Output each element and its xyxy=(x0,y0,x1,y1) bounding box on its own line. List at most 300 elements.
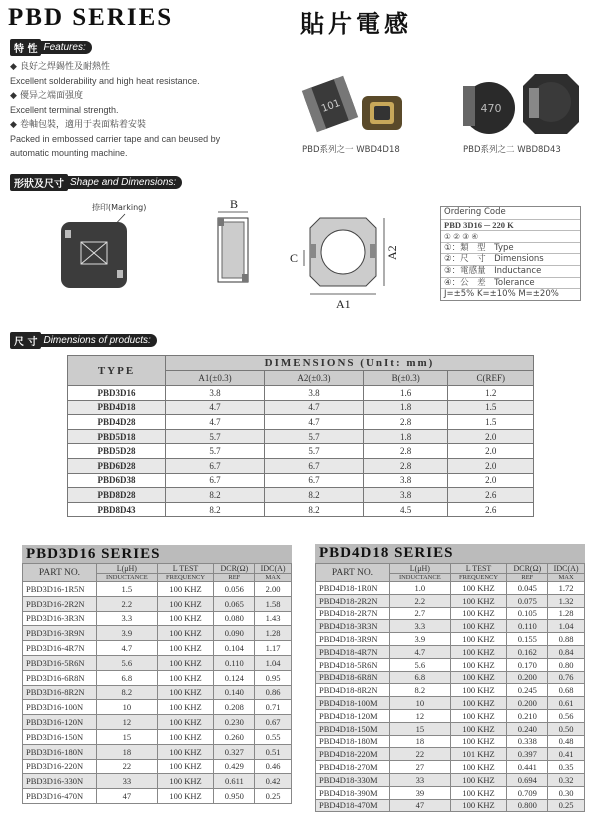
value-cell: 0.429 xyxy=(214,759,255,774)
table-row xyxy=(316,748,585,761)
value-cell: 47 xyxy=(390,799,451,812)
value-cell: 0.51 xyxy=(255,744,292,759)
l-header: L(μH) xyxy=(390,564,451,574)
value-cell: 0.240 xyxy=(507,722,548,735)
value-cell: 1.17 xyxy=(255,641,292,656)
value-cell: 0.200 xyxy=(507,697,548,710)
label-c: C xyxy=(290,251,299,265)
value-cell: 100 KHZ xyxy=(157,611,214,626)
feature-text-cn: 優异之端面强度 xyxy=(20,90,84,100)
shape-heading-en: Shape and Dimensions: xyxy=(68,176,182,189)
part-cell: PBD4D18-5R6N xyxy=(316,658,390,671)
value-cell: 0.48 xyxy=(548,735,585,748)
value-cell: 100 KHZ xyxy=(450,773,507,786)
value-cell: 100 KHZ xyxy=(450,722,507,735)
side-view-drawing xyxy=(208,196,268,292)
shape-heading xyxy=(10,175,182,189)
ordering-line: ③：電感量 Inductance xyxy=(441,265,580,277)
value-cell: 22 xyxy=(97,759,158,774)
value-cell: 3.8 xyxy=(166,386,265,401)
value-cell: 0.80 xyxy=(548,658,585,671)
value-cell: 3.9 xyxy=(390,633,451,646)
value-cell: 0.045 xyxy=(507,582,548,595)
table-row xyxy=(316,607,585,620)
table-row xyxy=(23,774,292,789)
value-cell: 0.140 xyxy=(214,685,255,700)
col-header: A2(±0.3) xyxy=(264,371,363,386)
value-cell: 1.2 xyxy=(448,386,534,401)
label-a2: A2 xyxy=(385,245,399,260)
value-cell: 8.2 xyxy=(166,488,265,503)
value-cell: 0.950 xyxy=(214,789,255,804)
value-cell: 0.709 xyxy=(507,786,548,799)
value-cell: 0.95 xyxy=(255,670,292,685)
part-cell: PBD4D18-3R9N xyxy=(316,633,390,646)
value-cell: 0.32 xyxy=(548,773,585,786)
value-cell: 100 KHZ xyxy=(157,626,214,641)
value-cell: 0.056 xyxy=(214,582,255,597)
part-cell: PBD3D16 xyxy=(68,386,166,401)
value-cell: 0.110 xyxy=(507,620,548,633)
part-cell: PBD3D16-2R2N xyxy=(23,596,97,611)
value-cell: 1.5 xyxy=(448,415,534,430)
value-cell: 0.200 xyxy=(507,671,548,684)
table-row xyxy=(68,386,534,401)
value-cell: 2.8 xyxy=(363,415,447,430)
value-cell: 1.58 xyxy=(255,596,292,611)
value-cell: 0.105 xyxy=(507,607,548,620)
value-cell: 6.7 xyxy=(264,458,363,473)
table-row xyxy=(316,633,585,646)
value-cell: 6.8 xyxy=(97,670,158,685)
value-cell: 0.230 xyxy=(214,715,255,730)
value-cell: 6.7 xyxy=(166,458,265,473)
value-cell: 1.72 xyxy=(548,582,585,595)
value-cell: 0.110 xyxy=(214,655,255,670)
dimensions-heading-cn: 尺 寸 xyxy=(10,332,41,349)
value-cell: 3.8 xyxy=(363,473,447,488)
value-cell: 1.32 xyxy=(548,594,585,607)
l-subheader: INDUCTANCE xyxy=(97,574,158,582)
value-cell: 100 KHZ xyxy=(450,607,507,620)
value-cell: 1.04 xyxy=(548,620,585,633)
feature-text-cn: 卷軸包裝，適用于表面粘着安裝 xyxy=(20,119,147,129)
part-cell: PBD3D16-330N xyxy=(23,774,97,789)
value-cell: 8.2 xyxy=(264,488,363,503)
part-cell: PBD4D18-270M xyxy=(316,761,390,774)
part-cell: PBD4D18-2R7N xyxy=(316,607,390,620)
value-cell: 3.9 xyxy=(97,626,158,641)
value-cell: 0.46 xyxy=(255,759,292,774)
part-cell: PBD3D16-6R8N xyxy=(23,670,97,685)
value-cell: 1.04 xyxy=(255,655,292,670)
value-cell: 8.2 xyxy=(264,502,363,517)
value-cell: 100 KHZ xyxy=(157,582,214,597)
value-cell: 2.2 xyxy=(97,596,158,611)
part-cell: PBD3D16-180N xyxy=(23,744,97,759)
part-cell: PBD4D18-120M xyxy=(316,709,390,722)
ordering-line: ④：公 差 Tolerance xyxy=(441,277,580,289)
value-cell: 0.155 xyxy=(507,633,548,646)
table-row xyxy=(316,582,585,595)
value-cell: 1.43 xyxy=(255,611,292,626)
value-cell: 0.35 xyxy=(548,761,585,774)
value-cell: 39 xyxy=(390,786,451,799)
value-cell: 2.7 xyxy=(390,607,451,620)
table-row xyxy=(68,400,534,415)
value-cell: 100 KHZ xyxy=(157,641,214,656)
value-cell: 22 xyxy=(390,748,451,761)
table-row xyxy=(23,715,292,730)
part-cell: PBD4D18-4R7N xyxy=(316,645,390,658)
idc-subheader: MAX xyxy=(255,574,292,582)
l-header: L(μH) xyxy=(97,564,158,574)
feature-text-en: Excellent terminal strength. xyxy=(10,104,119,115)
value-cell: 100 KHZ xyxy=(450,645,507,658)
table-row xyxy=(23,655,292,670)
table-row xyxy=(68,429,534,444)
idc-header: IDC(A) xyxy=(548,564,585,574)
value-cell: 0.25 xyxy=(548,799,585,812)
part-cell: PBD3D16-1R5N xyxy=(23,582,97,597)
value-cell: 5.7 xyxy=(166,444,265,459)
value-cell: 1.8 xyxy=(363,429,447,444)
table-row xyxy=(316,773,585,786)
value-cell: 1.6 xyxy=(363,386,447,401)
table-row xyxy=(23,700,292,715)
table-row xyxy=(23,626,292,641)
table-row xyxy=(316,735,585,748)
value-cell: 1.0 xyxy=(390,582,451,595)
part-cell: PBD3D16-100N xyxy=(23,700,97,715)
top-view-drawing xyxy=(55,212,135,290)
part-cell: PBD4D18-330M xyxy=(316,773,390,786)
value-cell: 100 KHZ xyxy=(157,789,214,804)
part-cell: PBD3D16-4R7N xyxy=(23,641,97,656)
table-row xyxy=(23,582,292,597)
value-cell: 0.76 xyxy=(548,671,585,684)
table-row xyxy=(68,502,534,517)
value-cell: 10 xyxy=(97,700,158,715)
value-cell: 4.7 xyxy=(166,400,265,415)
part-cell: PBD4D18-2R2N xyxy=(316,594,390,607)
part-header: PART NO. xyxy=(316,564,390,582)
part-cell: PBD4D18-390M xyxy=(316,786,390,799)
bullet-icon: ◆ xyxy=(10,90,17,100)
value-cell: 100 KHZ xyxy=(157,715,214,730)
ordering-line: ①：類 型 Type xyxy=(441,242,580,254)
features-heading-cn: 特 性 xyxy=(10,39,41,56)
photo-caption-2: PBD系列之二 WBD8D43 xyxy=(463,145,561,155)
ltest-subheader: FREQUENCY xyxy=(450,574,507,582)
table-row xyxy=(23,744,292,759)
col-header: B(±0.3) xyxy=(363,371,447,386)
value-cell: 100 KHZ xyxy=(450,658,507,671)
part-cell: PBD4D18-1R0N xyxy=(316,582,390,595)
value-cell: 100 KHZ xyxy=(450,633,507,646)
part-cell: PBD4D18-3R3N xyxy=(316,620,390,633)
table-row xyxy=(316,620,585,633)
value-cell: 100 KHZ xyxy=(157,744,214,759)
table-row xyxy=(316,799,585,812)
part-cell: PBD4D18-470M xyxy=(316,799,390,812)
bullet-icon: ◆ xyxy=(10,61,17,71)
table-row xyxy=(68,473,534,488)
value-cell: 100 KHZ xyxy=(450,671,507,684)
value-cell: 0.245 xyxy=(507,684,548,697)
value-cell: 12 xyxy=(97,715,158,730)
value-cell: 2.0 xyxy=(448,473,534,488)
value-cell: 2.8 xyxy=(363,458,447,473)
value-cell: 2.6 xyxy=(448,502,534,517)
part-cell: PBD3D16-5R6N xyxy=(23,655,97,670)
ordering-line: Ordering Code xyxy=(444,207,506,217)
value-cell: 100 KHZ xyxy=(450,594,507,607)
value-cell: 100 KHZ xyxy=(157,700,214,715)
value-cell: 0.327 xyxy=(214,744,255,759)
table-row xyxy=(316,684,585,697)
dimensions-header: DIMENSIONS (UnIt: mm) xyxy=(166,356,534,371)
value-cell: 2.0 xyxy=(448,444,534,459)
part-cell: PBD3D16-8R2N xyxy=(23,685,97,700)
value-cell: 100 KHZ xyxy=(157,774,214,789)
value-cell: 0.25 xyxy=(255,789,292,804)
series-body-left xyxy=(23,582,292,804)
part-cell: PBD4D18-180M xyxy=(316,735,390,748)
value-cell: 100 KHZ xyxy=(450,697,507,710)
table-row xyxy=(68,458,534,473)
value-cell: 8.2 xyxy=(166,502,265,517)
value-cell: 2.0 xyxy=(448,429,534,444)
value-cell: 4.5 xyxy=(363,502,447,517)
value-cell: 100 KHZ xyxy=(450,799,507,812)
part-cell: PBD8D43 xyxy=(68,502,166,517)
idc-subheader: MAX xyxy=(548,574,585,582)
value-cell: 0.42 xyxy=(255,774,292,789)
value-cell: 5.6 xyxy=(97,655,158,670)
value-cell: 0.441 xyxy=(507,761,548,774)
table-row xyxy=(23,759,292,774)
product-photo-wbd8d43 xyxy=(455,66,585,142)
label-b: B xyxy=(230,197,239,211)
series-table-left xyxy=(22,563,292,804)
ordering-code-box xyxy=(440,206,581,301)
value-cell: 100 KHZ xyxy=(157,729,214,744)
ordering-line: PBD 3D16 ─ 220 K xyxy=(441,219,580,231)
value-cell: 100 KHZ xyxy=(157,685,214,700)
value-cell: 5.7 xyxy=(166,429,265,444)
part-cell: PBD3D16-120N xyxy=(23,715,97,730)
value-cell: 0.338 xyxy=(507,735,548,748)
type-header: TYPE xyxy=(68,356,166,386)
part-cell: PBD6D28 xyxy=(68,458,166,473)
value-cell: 4.7 xyxy=(97,641,158,656)
value-cell: 2.8 xyxy=(363,444,447,459)
value-cell: 12 xyxy=(390,709,451,722)
value-cell: 2.0 xyxy=(448,458,534,473)
value-cell: 3.8 xyxy=(363,488,447,503)
part-header: PART NO. xyxy=(23,564,97,582)
dimensions-table xyxy=(67,355,534,517)
dcr-subheader: REF xyxy=(214,574,255,582)
value-cell: 0.84 xyxy=(548,645,585,658)
table-row xyxy=(316,671,585,684)
idc-header: IDC(A) xyxy=(255,564,292,574)
value-cell: 1.5 xyxy=(448,400,534,415)
value-cell: 4.7 xyxy=(264,415,363,430)
value-cell: 0.208 xyxy=(214,700,255,715)
value-cell: 0.170 xyxy=(507,658,548,671)
ordering-line: ②：尺 寸 Dimensions xyxy=(441,253,580,265)
value-cell: 100 KHZ xyxy=(157,655,214,670)
value-cell: 0.124 xyxy=(214,670,255,685)
part-cell: PBD4D18-150M xyxy=(316,722,390,735)
table-row xyxy=(316,722,585,735)
series-body-right xyxy=(316,582,585,812)
dcr-header: DCR(Ω) xyxy=(214,564,255,574)
part-cell: PBD3D16-220N xyxy=(23,759,97,774)
feature-text-en: Packed in embossed carrier tape and can beused by automatic mounting machine. xyxy=(10,133,221,158)
value-cell: 8.2 xyxy=(97,685,158,700)
product-photo-wbd4d18 xyxy=(300,62,420,142)
value-cell: 0.88 xyxy=(548,633,585,646)
value-cell: 1.5 xyxy=(97,582,158,597)
value-cell: 6.8 xyxy=(390,671,451,684)
value-cell: 0.41 xyxy=(548,748,585,761)
value-cell: 100 KHZ xyxy=(157,670,214,685)
dimensions-heading xyxy=(10,333,157,347)
value-cell: 1.28 xyxy=(548,607,585,620)
part-cell: PBD4D18-100M xyxy=(316,697,390,710)
value-cell: 0.075 xyxy=(507,594,548,607)
ltest-subheader: FREQUENCY xyxy=(157,574,214,582)
value-cell: 0.611 xyxy=(214,774,255,789)
front-view-drawing xyxy=(288,210,408,310)
value-cell: 6.7 xyxy=(264,473,363,488)
part-cell: PBD3D16-3R9N xyxy=(23,626,97,641)
part-cell: PBD5D18 xyxy=(68,429,166,444)
table-row xyxy=(316,786,585,799)
value-cell: 47 xyxy=(97,789,158,804)
value-cell: 0.065 xyxy=(214,596,255,611)
table-row xyxy=(23,670,292,685)
value-cell: 2.2 xyxy=(390,594,451,607)
table-row xyxy=(68,488,534,503)
value-cell: 3.3 xyxy=(97,611,158,626)
page-title-chinese: 貼片電感 xyxy=(300,9,412,38)
value-cell: 33 xyxy=(97,774,158,789)
part-cell: PBD4D18-6R8N xyxy=(316,671,390,684)
ltest-header: L TEST xyxy=(157,564,214,574)
l-subheader: INDUCTANCE xyxy=(390,574,451,582)
part-cell: PBD4D18-220M xyxy=(316,748,390,761)
feature-text-cn: 良好之焊錫性及耐熱性 xyxy=(20,61,111,71)
value-cell: 100 KHZ xyxy=(157,759,214,774)
value-cell: 0.68 xyxy=(548,684,585,697)
col-header: C(REF) xyxy=(448,371,534,386)
part-cell: PBD3D16-470N xyxy=(23,789,97,804)
feature-item xyxy=(10,117,270,132)
value-cell: 4.7 xyxy=(264,400,363,415)
value-cell: 1.28 xyxy=(255,626,292,641)
value-cell: 0.090 xyxy=(214,626,255,641)
value-cell: 15 xyxy=(97,729,158,744)
series-title-left: PBD3D16 SERIES xyxy=(22,545,292,564)
table-row xyxy=(23,611,292,626)
features-heading-en: Features: xyxy=(41,41,91,54)
feature-text-en: Excellent solderability and high heat resistance. xyxy=(10,75,200,86)
ordering-line: ① ② ③ ④ xyxy=(441,230,580,242)
feature-item xyxy=(10,59,270,74)
part-cell: PBD6D38 xyxy=(68,473,166,488)
value-cell: 100 KHZ xyxy=(450,761,507,774)
part-cell: PBD3D16-3R3N xyxy=(23,611,97,626)
table-row xyxy=(316,709,585,722)
value-cell: 15 xyxy=(390,722,451,735)
value-cell: 8.2 xyxy=(390,684,451,697)
value-cell: 100 KHZ xyxy=(450,709,507,722)
photo-caption-1: PBD系列之一 WBD4D18 xyxy=(302,145,400,155)
value-cell: 3.3 xyxy=(390,620,451,633)
feature-item xyxy=(10,88,270,103)
value-cell: 5.7 xyxy=(264,444,363,459)
value-cell: 0.800 xyxy=(507,799,548,812)
value-cell: 100 KHZ xyxy=(450,620,507,633)
value-cell: 0.56 xyxy=(548,709,585,722)
dimensions-heading-en: Dimensions of products: xyxy=(41,334,156,347)
table-row xyxy=(316,697,585,710)
part-cell: PBD4D18-8R2N xyxy=(316,684,390,697)
value-cell: 0.162 xyxy=(507,645,548,658)
value-cell: 0.104 xyxy=(214,641,255,656)
shape-heading-cn: 形狀及尺寸 xyxy=(10,174,68,191)
ltest-header: L TEST xyxy=(450,564,507,574)
value-cell: 0.080 xyxy=(214,611,255,626)
value-cell: 0.397 xyxy=(507,748,548,761)
series-title-right: PBD4D18 SERIES xyxy=(315,544,585,563)
table-row xyxy=(316,645,585,658)
page-title: PBD SERIES xyxy=(8,4,174,31)
value-cell: 4.7 xyxy=(166,415,265,430)
value-cell: 33 xyxy=(390,773,451,786)
ordering-line: J=±5% K=±10% M=±20% xyxy=(441,288,580,300)
value-cell: 27 xyxy=(390,761,451,774)
marking-text: 470 xyxy=(480,102,502,115)
value-cell: 0.694 xyxy=(507,773,548,786)
label-a1: A1 xyxy=(336,297,351,310)
table-row xyxy=(316,594,585,607)
value-cell: 0.210 xyxy=(507,709,548,722)
table-row xyxy=(23,729,292,744)
value-cell: 0.61 xyxy=(548,697,585,710)
value-cell: 1.8 xyxy=(363,400,447,415)
value-cell: 100 KHZ xyxy=(450,582,507,595)
value-cell: 101 KHZ xyxy=(450,748,507,761)
value-cell: 5.6 xyxy=(390,658,451,671)
table-row xyxy=(23,596,292,611)
table-row xyxy=(316,658,585,671)
value-cell: 10 xyxy=(390,697,451,710)
value-cell: 2.6 xyxy=(448,488,534,503)
dcr-header: DCR(Ω) xyxy=(507,564,548,574)
table-row xyxy=(23,641,292,656)
value-cell: 100 KHZ xyxy=(450,786,507,799)
value-cell: 0.55 xyxy=(255,729,292,744)
value-cell: 18 xyxy=(97,744,158,759)
table-row xyxy=(68,444,534,459)
value-cell: 100 KHZ xyxy=(157,596,214,611)
part-cell: PBD4D28 xyxy=(68,415,166,430)
